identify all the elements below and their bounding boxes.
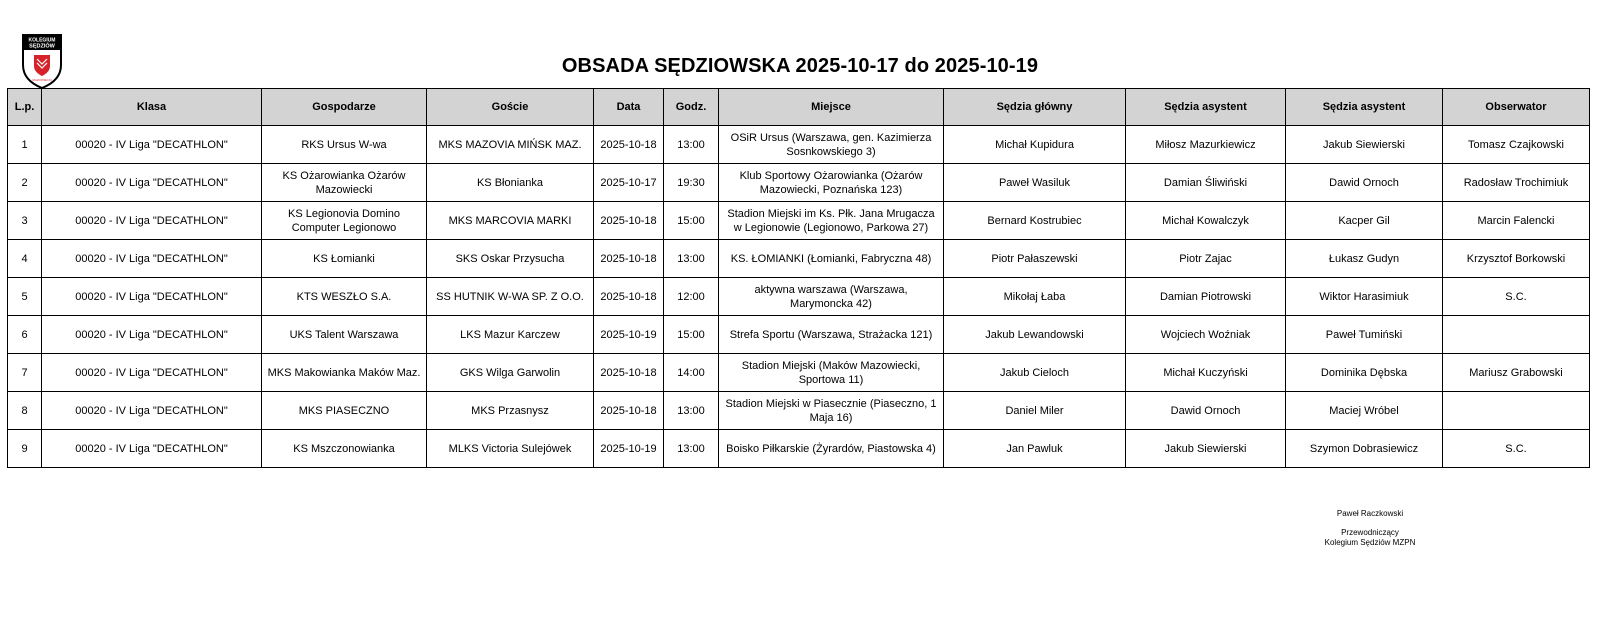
cell-data: 2025-10-19 — [594, 316, 664, 354]
signature-role: Przewodniczący — [1341, 528, 1399, 537]
cell-miejsce: Stadion Miejski (Maków Mazowiecki, Sportowa 11) — [719, 354, 944, 392]
cell-lp: 7 — [8, 354, 42, 392]
cell-sedzia-asystent-2: Dawid Ornoch — [1286, 164, 1443, 202]
cell-gospodarze: KS Ożarowianka Ożarów Mazowiecki — [262, 164, 427, 202]
cell-godz: 12:00 — [664, 278, 719, 316]
cell-godz: 13:00 — [664, 240, 719, 278]
cell-klasa: 00020 - IV Liga "DECATHLON" — [42, 430, 262, 468]
cell-sedzia-asystent-2: Wiktor Harasimiuk — [1286, 278, 1443, 316]
cell-gospodarze: KS Mszczonowianka — [262, 430, 427, 468]
cell-gospodarze: UKS Talent Warszawa — [262, 316, 427, 354]
cell-lp: 1 — [8, 126, 42, 164]
cell-lp: 9 — [8, 430, 42, 468]
cell-miejsce: OSiR Ursus (Warszawa, gen. Kazimierza Sosnkowskiego 3) — [719, 126, 944, 164]
kolegium-logo — [20, 33, 64, 89]
cell-klasa: 00020 - IV Liga "DECATHLON" — [42, 316, 262, 354]
cell-gospodarze: RKS Ursus W-wa — [262, 126, 427, 164]
cell-lp: 3 — [8, 202, 42, 240]
cell-godz: 15:00 — [664, 316, 719, 354]
cell-miejsce: aktywna warszawa (Warszawa, Marymoncka 42) — [719, 278, 944, 316]
logo-text-line3: MAZOWIECKI — [32, 78, 52, 82]
cell-sedzia-glowny: Jakub Lewandowski — [944, 316, 1126, 354]
cell-obserwator: S.C. — [1443, 430, 1590, 468]
cell-klasa: 00020 - IV Liga "DECATHLON" — [42, 126, 262, 164]
cell-godz: 13:00 — [664, 430, 719, 468]
cell-obserwator: Tomasz Czajkowski — [1443, 126, 1590, 164]
column-header-sedzia-asystent-2: Sędzia asystent — [1286, 89, 1443, 126]
cell-miejsce: Stadion Miejski w Piasecznie (Piaseczno, 1 Maja 16) — [719, 392, 944, 430]
cell-data: 2025-10-18 — [594, 126, 664, 164]
column-header-obserwator: Obserwator — [1443, 89, 1590, 126]
cell-gospodarze: MKS Makowianka Maków Maz. — [262, 354, 427, 392]
cell-obserwator: S.C. — [1443, 278, 1590, 316]
table-row — [8, 430, 1590, 468]
table-row — [8, 126, 1590, 164]
cell-sedzia-asystent-1: Michał Kowalczyk — [1126, 202, 1286, 240]
column-header-gospodarze: Gospodarze — [262, 89, 427, 126]
column-header-godz: Godz. — [664, 89, 719, 126]
cell-gospodarze: MKS PIASECZNO — [262, 392, 427, 430]
cell-obserwator: Marcin Falencki — [1443, 202, 1590, 240]
cell-klasa: 00020 - IV Liga "DECATHLON" — [42, 392, 262, 430]
signature-org: Kolegium Sędziów MZPN — [1324, 538, 1416, 547]
cell-sedzia-asystent-2: Paweł Tumiński — [1286, 316, 1443, 354]
table-row — [8, 164, 1590, 202]
cell-goscie: SKS Oskar Przysucha — [427, 240, 594, 278]
cell-sedzia-glowny: Mikołaj Łaba — [944, 278, 1126, 316]
cell-sedzia-asystent-1: Piotr Zajac — [1126, 240, 1286, 278]
cell-klasa: 00020 - IV Liga "DECATHLON" — [42, 202, 262, 240]
cell-gospodarze: KS Łomianki — [262, 240, 427, 278]
cell-godz: 13:00 — [664, 126, 719, 164]
cell-miejsce: KS. ŁOMIANKI (Łomianki, Fabryczna 48) — [719, 240, 944, 278]
cell-sedzia-glowny: Daniel Miler — [944, 392, 1126, 430]
column-header-klasa: Klasa — [42, 89, 262, 126]
cell-data: 2025-10-19 — [594, 430, 664, 468]
column-header-lp: L.p. — [8, 89, 42, 126]
column-header-goscie: Goście — [427, 89, 594, 126]
cell-goscie: GKS Wilga Garwolin — [427, 354, 594, 392]
cell-data: 2025-10-18 — [594, 202, 664, 240]
cell-godz: 15:00 — [664, 202, 719, 240]
signature-name: Paweł Raczkowski — [1336, 509, 1404, 518]
cell-data: 2025-10-18 — [594, 278, 664, 316]
cell-goscie: MKS MARCOVIA MARKI — [427, 202, 594, 240]
table-row — [8, 240, 1590, 278]
cell-goscie: KS Błonianka — [427, 164, 594, 202]
cell-miejsce: Strefa Sportu (Warszawa, Strażacka 121) — [719, 316, 944, 354]
table-row — [8, 316, 1590, 354]
cell-sedzia-asystent-1: Damian Śliwiński — [1126, 164, 1286, 202]
cell-obserwator: Krzysztof Borkowski — [1443, 240, 1590, 278]
cell-goscie: LKS Mazur Karczew — [427, 316, 594, 354]
cell-sedzia-asystent-2: Kacper Gil — [1286, 202, 1443, 240]
table-row — [8, 392, 1590, 430]
cell-sedzia-glowny: Bernard Kostrubiec — [944, 202, 1126, 240]
cell-sedzia-asystent-1: Wojciech Woźniak — [1126, 316, 1286, 354]
column-header-sedzia-asystent-1: Sędzia asystent — [1126, 89, 1286, 126]
cell-lp: 5 — [8, 278, 42, 316]
cell-miejsce: Boisko Piłkarskie (Żyrardów, Piastowska 4) — [719, 430, 944, 468]
cell-sedzia-asystent-2: Maciej Wróbel — [1286, 392, 1443, 430]
cell-sedzia-asystent-1: Miłosz Mazurkiewicz — [1126, 126, 1286, 164]
cell-klasa: 00020 - IV Liga "DECATHLON" — [42, 164, 262, 202]
column-header-sedzia-glowny: Sędzia główny — [944, 89, 1126, 126]
table-row — [8, 202, 1590, 240]
cell-lp: 2 — [8, 164, 42, 202]
cell-sedzia-asystent-2: Dominika Dębska — [1286, 354, 1443, 392]
cell-lp: 8 — [8, 392, 42, 430]
table-header-row — [8, 89, 1590, 126]
table-row — [8, 354, 1590, 392]
cell-lp: 6 — [8, 316, 42, 354]
cell-sedzia-asystent-1: Damian Piotrowski — [1126, 278, 1286, 316]
cell-sedzia-asystent-2: Szymon Dobrasiewicz — [1286, 430, 1443, 468]
cell-obserwator — [1443, 392, 1590, 430]
cell-gospodarze: KS Legionovia Domino Computer Legionowo — [262, 202, 427, 240]
cell-obserwator: Mariusz Grabowski — [1443, 354, 1590, 392]
cell-lp: 4 — [8, 240, 42, 278]
cell-sedzia-glowny: Jakub Cieloch — [944, 354, 1126, 392]
cell-sedzia-asystent-1: Jakub Siewierski — [1126, 430, 1286, 468]
cell-obserwator: Radosław Trochimiuk — [1443, 164, 1590, 202]
column-header-data: Data — [594, 89, 664, 126]
cell-sedzia-glowny: Jan Pawluk — [944, 430, 1126, 468]
page-title: OBSADA SĘDZIOWSKA 2025-10-17 do 2025-10-19 — [561, 55, 1039, 77]
cell-data: 2025-10-18 — [594, 392, 664, 430]
referee-assignments-table — [7, 88, 1590, 468]
cell-sedzia-asystent-1: Michał Kuczyński — [1126, 354, 1286, 392]
cell-goscie: MLKS Victoria Sulejówek — [427, 430, 594, 468]
cell-goscie: SS HUTNIK W-WA SP. Z O.O. — [427, 278, 594, 316]
cell-sedzia-glowny: Paweł Wasiluk — [944, 164, 1126, 202]
cell-gospodarze: KTS WESZŁO S.A. — [262, 278, 427, 316]
cell-klasa: 00020 - IV Liga "DECATHLON" — [42, 354, 262, 392]
cell-miejsce: Klub Sportowy Ożarowianka (Ożarów Mazowiecki, Poznańska 123) — [719, 164, 944, 202]
cell-klasa: 00020 - IV Liga "DECATHLON" — [42, 240, 262, 278]
cell-data: 2025-10-18 — [594, 240, 664, 278]
cell-sedzia-glowny: Michał Kupidura — [944, 126, 1126, 164]
cell-miejsce: Stadion Miejski im Ks. Płk. Jana Mrugacza w Legionowie (Legionowo, Parkowa 27) — [719, 202, 944, 240]
cell-godz: 19:30 — [664, 164, 719, 202]
cell-sedzia-asystent-2: Łukasz Gudyn — [1286, 240, 1443, 278]
cell-goscie: MKS Przasnysz — [427, 392, 594, 430]
table-body — [8, 126, 1590, 468]
cell-obserwator — [1443, 316, 1590, 354]
cell-data: 2025-10-17 — [594, 164, 664, 202]
cell-goscie: MKS MAZOVIA MIŃSK MAZ. — [427, 126, 594, 164]
column-header-miejsce: Miejsce — [719, 89, 944, 126]
cell-sedzia-asystent-2: Jakub Siewierski — [1286, 126, 1443, 164]
cell-klasa: 00020 - IV Liga "DECATHLON" — [42, 278, 262, 316]
cell-godz: 14:00 — [664, 354, 719, 392]
logo-text-line1: KOLEGIUM — [28, 37, 56, 44]
table-row — [8, 278, 1590, 316]
logo-text-line2: SĘDZIÓW — [29, 43, 55, 50]
cell-sedzia-asystent-1: Dawid Ornoch — [1126, 392, 1286, 430]
cell-godz: 13:00 — [664, 392, 719, 430]
cell-sedzia-glowny: Piotr Pałaszewski — [944, 240, 1126, 278]
cell-data: 2025-10-18 — [594, 354, 664, 392]
